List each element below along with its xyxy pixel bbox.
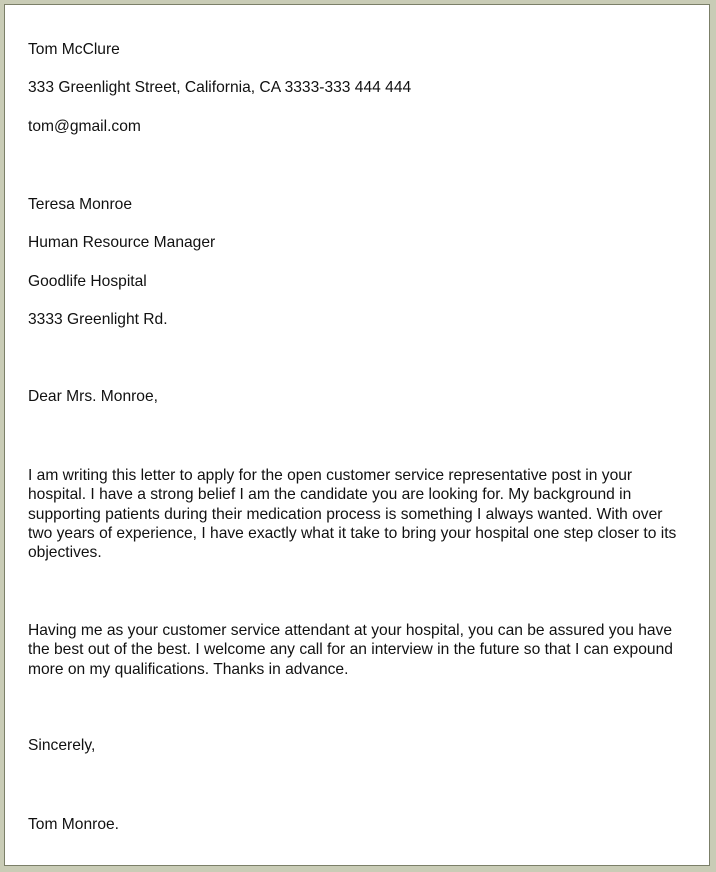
sender-email: tom@gmail.com (28, 118, 141, 135)
sender-address: 333 Greenlight Street, California, CA 3333-333 444 444 (28, 79, 412, 96)
body-paragraph-1: I am writing this letter to apply for the open customer service representative post in your hospital. I have a strong belief I am the candidate you are looking for. My background in supporting patients during their medication process is something I always wanted. With over two years of experience, I have exactly what it take to bring your hospital one step closer to its objectives. (28, 467, 677, 562)
sender-name: Tom McClure (28, 41, 120, 58)
recipient-name: Teresa Monroe (28, 196, 133, 213)
recipient-organization: Goodlife Hospital (28, 273, 147, 290)
recipient-address: 3333 Greenlight Rd. (28, 311, 168, 328)
letter-page (4, 4, 710, 866)
recipient-title: Human Resource Manager (28, 234, 216, 251)
body-paragraph-2: Having me as your customer service attendant at your hospital, you can be assured you have the best out of the best. I welcome any call for an interview in the future so that I can expound more on my qualifications. Thanks in advance. (28, 622, 673, 678)
signature: Tom Monroe. (28, 816, 119, 833)
closing: Sincerely, (28, 737, 96, 754)
salutation: Dear Mrs. Monroe, (28, 388, 158, 405)
